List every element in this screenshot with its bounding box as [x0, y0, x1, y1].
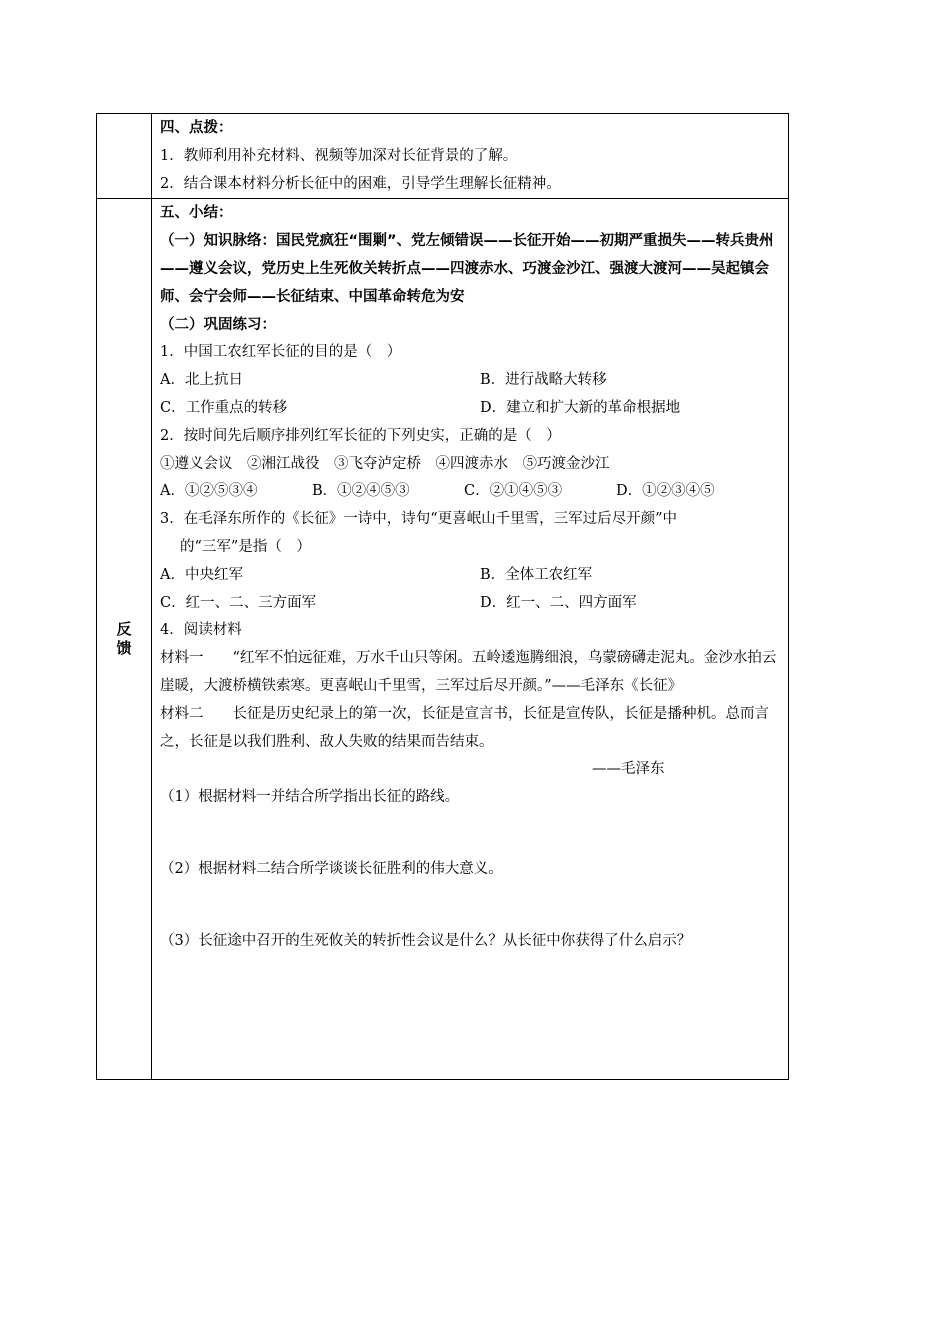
answer-space — [160, 812, 780, 856]
section-4-item: 1．教师利用补充材料、视频等加深对长征背景的了解。 — [160, 147, 518, 164]
material-1: 材料一 “红军不怕远征难，万水千山只等闲。五岭逶迤腾细浪，乌蒙磅礴走泥丸。金沙水拍云崖暖，大渡桥横铁索寒。更喜岷山千里雪，三军过后尽开颜。”——毛泽东《长征》 — [160, 650, 777, 694]
option-a: A．①②⑤③④ — [160, 483, 258, 500]
answer-space — [160, 884, 780, 928]
sub-question-1: （1）根据材料一并结合所学指出长征的路线。 — [160, 789, 460, 806]
option-b: B．进行战略大转移 — [480, 372, 607, 389]
question-1-stem: 1．中国工农红军长征的目的是（ ） — [160, 344, 402, 361]
option-a: A．中央红军 — [160, 566, 243, 583]
lesson-table — [96, 113, 789, 1080]
option-b: B．全体工农红军 — [480, 566, 593, 583]
question-3-options-row — [160, 590, 780, 618]
knowledge-outline: （一）知识脉络：国民党疯狂“围剿”、党左倾错误——长征开始——初期严重损失——转兵贵州——遵义会议，党历史上生死攸关转折点——四渡赤水、巧渡金沙江、强渡大渡河——吴起镇会师、会宁会师——长征结束、中国革命转危为安 — [160, 233, 774, 305]
option-c: C．红一、二、三方面军 — [160, 594, 317, 611]
question-2-events: ①遵义会议 ②湘江战役 ③飞夺泸定桥 ④四渡赤水 ⑤巧渡金沙江 — [160, 455, 610, 472]
section-4-row — [97, 114, 789, 199]
question-3-stem-cont: 的“三军”是指（ ） — [180, 538, 311, 555]
section-5-label-cell — [97, 199, 152, 1080]
option-c: C．工作重点的转移 — [160, 399, 288, 416]
question-1-options-row — [160, 367, 780, 395]
option-d: D．红一、二、四方面军 — [480, 594, 637, 611]
question-2-stem: 2．按时间先后顺序排列红军长征的下列史实，正确的是（ ） — [160, 427, 561, 444]
section-5-content — [152, 199, 789, 1080]
sub-question-2: （2）根据材料二结合所学谈谈长征胜利的伟大意义。 — [160, 860, 503, 877]
section-5-row — [97, 199, 789, 1080]
material-2: 材料二 长征是历史纪录上的第一次，长征是宣言书，长征是宣传队，长征是播种机。总而言之，长征是以我们胜利、敌人失败的结果而告结束。 — [160, 705, 769, 750]
option-b: B．①②④⑤③ — [312, 483, 410, 500]
question-4-stem: 4．阅读材料 — [160, 622, 242, 639]
material-2-source: ——毛泽东 — [592, 761, 665, 778]
option-d: D．①②③④⑤ — [616, 483, 715, 500]
question-3-stem: 3．在毛泽东所作的《长征》一诗中，诗句“更喜岷山千里雪，三军过后尽开颜”中 — [160, 511, 678, 528]
question-3-options-row — [160, 562, 780, 590]
section-4-content — [152, 114, 789, 199]
section-4-item: 2．结合课本材料分析长征中的困难，引导学生理解长征精神。 — [160, 175, 561, 192]
feedback-label: 反馈 — [116, 620, 132, 658]
option-d: D．建立和扩大新的革命根据地 — [480, 399, 681, 416]
section-5-title: 五、小结： — [160, 205, 233, 222]
question-1-options-row — [160, 395, 780, 423]
section-4-title: 四、点拨： — [160, 120, 233, 136]
exercise-heading: （二）巩固练习： — [160, 316, 276, 333]
question-2-options-row — [160, 478, 780, 506]
section-4-label-cell — [97, 114, 152, 199]
option-a: A．北上抗日 — [160, 372, 243, 389]
option-c: C．②①④⑤③ — [464, 483, 563, 500]
sub-question-3: （3）长征途中召开的生死攸关的转折性会议是什么？从长征中你获得了什么启示？ — [160, 932, 692, 949]
